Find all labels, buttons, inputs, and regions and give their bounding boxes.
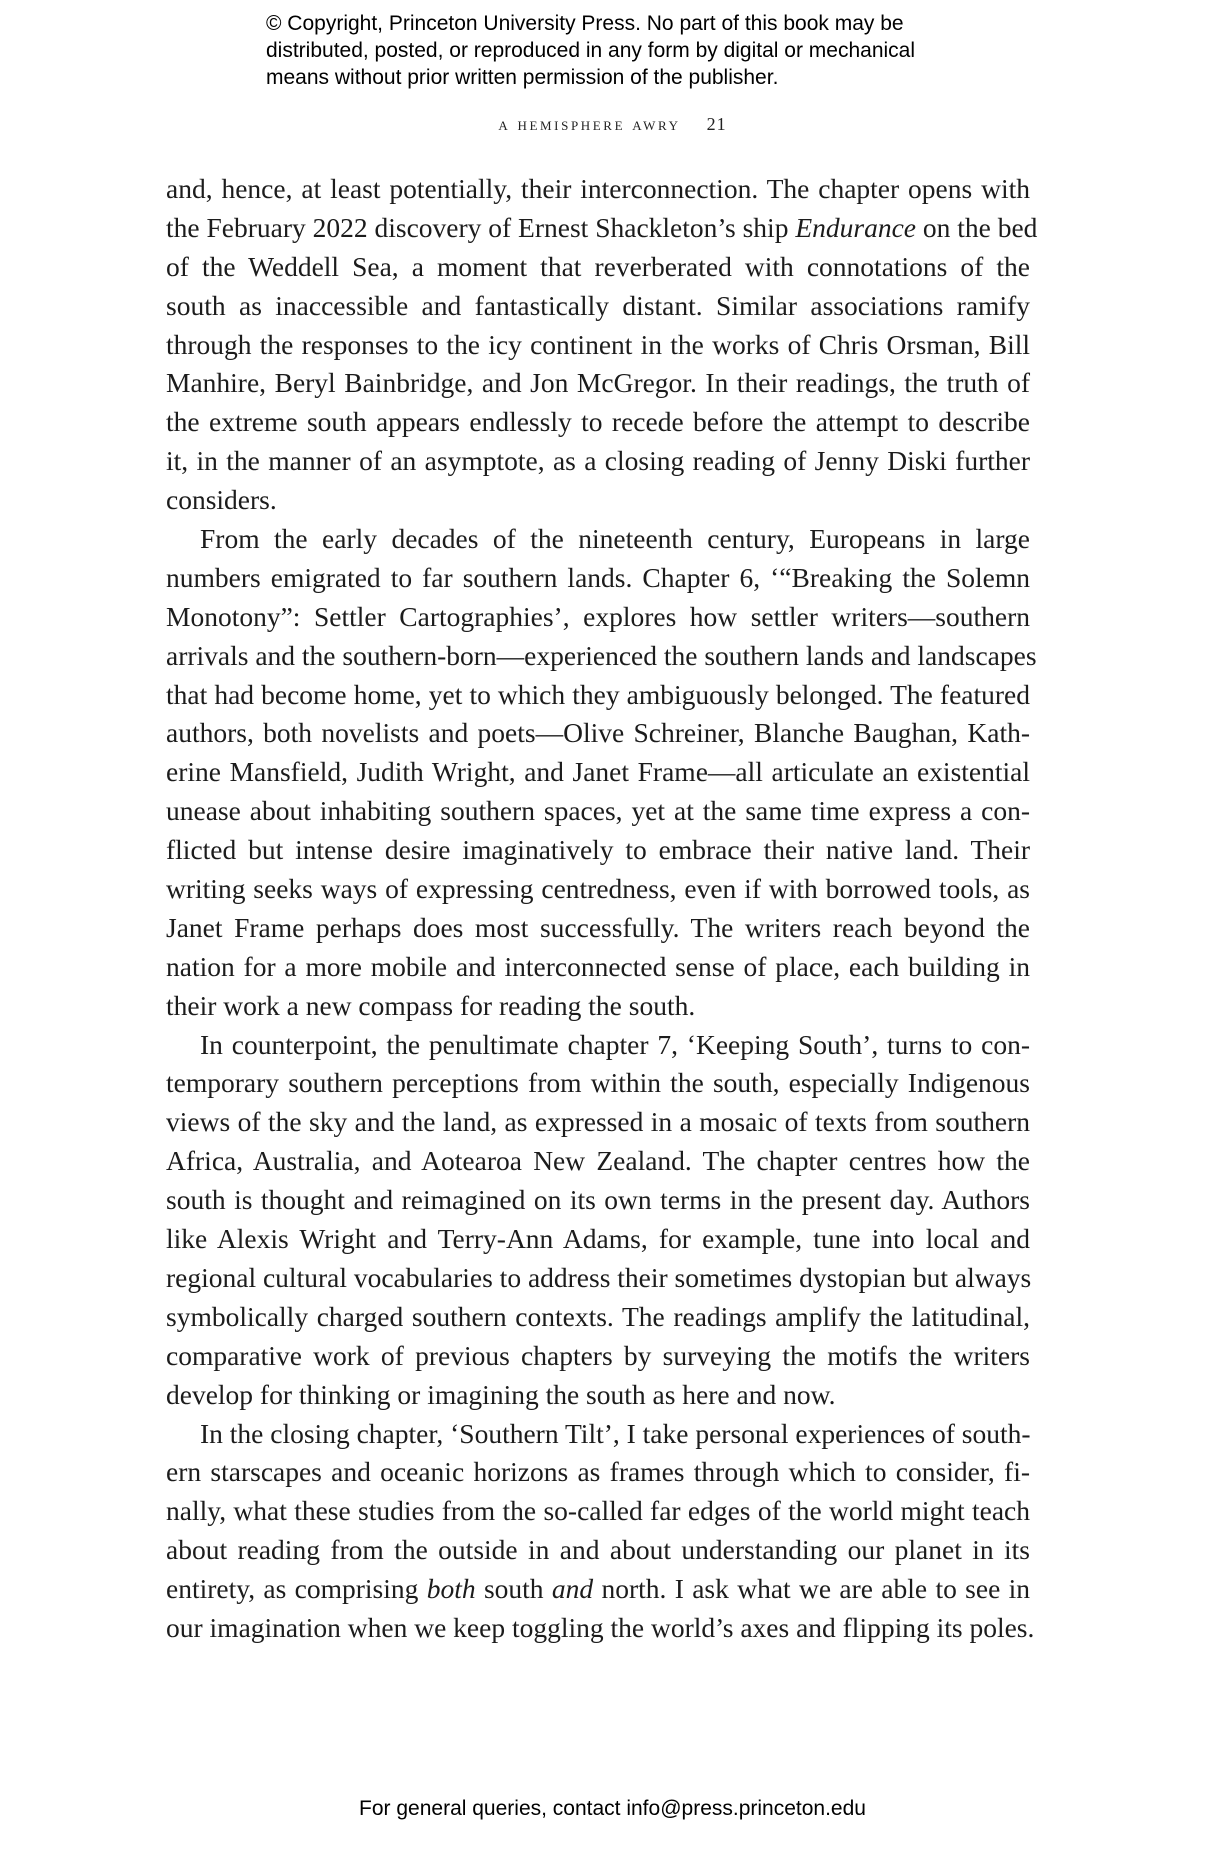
italic-text: both (426, 1573, 476, 1605)
text-line: that had become home, yet to which they ambiguously belonged. The featured (166, 678, 1030, 710)
running-head (0, 114, 1225, 135)
text-line: the extreme south appears endlessly to recede before the attempt to describe (166, 406, 1030, 438)
text-line: temporary southern perceptions from within the south, especially Indigenous (166, 1067, 1030, 1099)
page-number: 21 (706, 114, 727, 134)
footer-contact: For general queries, contact info@press.princeton.edu (359, 1797, 866, 1820)
text-line: comparative work of previous chapters by surveying the motifs the writers (166, 1339, 1030, 1371)
text-line: nally, what these studies from the so-called far edges of the world might teach (166, 1495, 1030, 1527)
text-line: Manhire, Beryl Bainbridge, and Jon McGregor. In their readings, the truth of (166, 367, 1030, 399)
text-line: symbolically charged southern contexts. The readings amplify the latitudinal, (166, 1300, 1030, 1332)
text-line: From the early decades of the nineteenth century, Europeans in large (200, 523, 1030, 555)
text-line: writing seeks ways of expressing centredness, even if with borrowed tools, as (166, 873, 1030, 905)
italic-text: and (551, 1573, 594, 1605)
body-text (166, 170, 1038, 1648)
paragraph (166, 170, 1038, 520)
text-line: Africa, Australia, and Aotearoa New Zealand. The chapter centres how the (166, 1145, 1030, 1177)
text-line: unease about inhabiting southern spaces, yet at the same time express a con- (166, 795, 1030, 827)
copyright-line: © Copyright, Princeton University Press. No part of this book may be (266, 12, 904, 35)
text-line: In counterpoint, the penultimate chapter 7, ‘Keeping South’, turns to con- (200, 1028, 1030, 1060)
text-line: In the closing chapter, ‘Southern Tilt’, I take personal experiences of south- (200, 1417, 1031, 1449)
text-line: south as inaccessible and fantastically distant. Similar associations ramify (166, 289, 1030, 321)
text-line: arrivals and the southern-born—experienced the southern lands and landscapes (166, 639, 1037, 671)
paragraph (166, 1026, 1030, 1415)
text-line: regional cultural vocabularies to address their sometimes dystopian but always (166, 1261, 1032, 1293)
text-line: entirety, as comprising both south and north. I ask what we are able to see in (166, 1573, 1030, 1605)
text-line: it, in the manner of an asymptote, as a closing reading of Jenny Diski further (166, 445, 1030, 477)
copyright-line: means without prior written permission of the publisher. (266, 66, 779, 89)
text-line: authors, both novelists and poets—Olive Schreiner, Blanche Baughan, Kath- (166, 717, 1030, 749)
text-line: erine Mansfield, Judith Wright, and Janet Frame—all articulate an existential (166, 756, 1030, 788)
text-line: of the Weddell Sea, a moment that reverberated with connotations of the (166, 250, 1030, 282)
text-line: develop for thinking or imagining the south as here and now. (166, 1378, 836, 1410)
copyright-notice (266, 10, 1026, 91)
text-line: numbers emigrated to far southern lands. Chapter 6, ‘“Breaking the Solemn (166, 561, 1030, 593)
text-line: the February 2022 discovery of Ernest Shackleton’s ship Endurance on the bed (166, 211, 1038, 243)
text-line: considers. (166, 484, 277, 516)
text-line: ern starscapes and oceanic horizons as frames through which to consider, fi- (166, 1456, 1030, 1488)
paragraph (166, 520, 1037, 1026)
paragraph (166, 1415, 1035, 1648)
text-line: like Alexis Wright and Terry-Ann Adams, for example, tune into local and (166, 1223, 1030, 1255)
text-line: their work a new compass for reading the south. (166, 989, 696, 1021)
copyright-line: distributed, posted, or reproduced in any form by digital or mechanical (266, 39, 916, 62)
text-line: views of the sky and the land, as expressed in a mosaic of texts from southern (166, 1106, 1030, 1138)
text-line: south is thought and reimagined on its own terms in the present day. Authors (166, 1184, 1030, 1216)
text-line: our imagination when we keep toggling the world’s axes and flipping its poles. (166, 1611, 1035, 1643)
text-line: Janet Frame perhaps does most successfully. The writers reach beyond the (166, 911, 1030, 943)
text-line: nation for a more mobile and interconnected sense of place, each building in (166, 950, 1030, 982)
running-head-title: a hemisphere awry (498, 114, 681, 134)
text-line: through the responses to the icy continent in the works of Chris Orsman, Bill (166, 328, 1030, 360)
text-line: about reading from the outside in and about understanding our planet in its (166, 1534, 1030, 1566)
italic-text: Endurance (795, 211, 916, 243)
text-line: and, hence, at least potentially, their interconnection. The chapter opens with (166, 173, 1030, 204)
text-line: Monotony”: Settler Cartographies’, explores how settler writers—southern (166, 600, 1030, 632)
text-line: flicted but intense desire imaginatively to embrace their native land. Their (166, 834, 1030, 866)
